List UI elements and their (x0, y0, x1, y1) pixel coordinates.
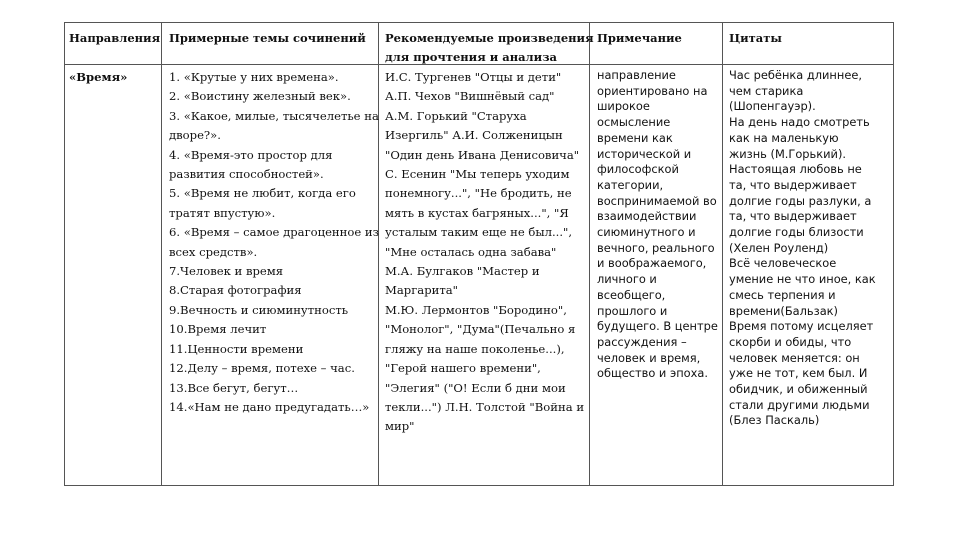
cell-line: взаимодействии (597, 209, 697, 224)
header-works-line: для прочтения и анализа (385, 50, 557, 64)
cell-line: мир" (385, 419, 415, 434)
cell-line: стали другими людьми (729, 397, 870, 412)
cell-line: всех средств». (169, 244, 258, 259)
cell-line: усталым таким еще не был...", (385, 225, 573, 240)
cell-line: мять в кустах багряных...", "Я (385, 205, 569, 220)
cell-line: 12.Делу – время, потехе – час. (169, 361, 355, 376)
cell-line: чем старика (729, 83, 804, 98)
cell-line: 9.Вечность и сиюминутность (169, 302, 349, 317)
cell-line: как на маленькую (729, 130, 839, 145)
header-directions: Направления (69, 31, 161, 45)
cell-line: рассуждения – (597, 334, 687, 349)
cell-line: времени как (597, 130, 673, 145)
cell-line: осмысление (597, 115, 671, 130)
cell-line: категории, (597, 177, 664, 192)
cell-line: сиюминутного и (597, 225, 696, 240)
header-works (385, 29, 594, 67)
cell-line: тратят впустую». (169, 205, 276, 220)
cell-line: 4. «Время-это простор для (169, 147, 333, 162)
cell-line: прошлого и (597, 303, 668, 318)
cell-line: исторической и (597, 146, 692, 161)
cell-line: "Элегия" ("О! Если б дни мои (385, 380, 566, 395)
cell-line: Изергиль" А.И. Солженицын (385, 128, 563, 143)
cell-line: развития способностей». (169, 167, 324, 182)
cell-line: 5. «Время не любит, когда его (169, 186, 356, 201)
cell-line: смесь терпения и (729, 287, 836, 302)
cell-line: (Шопенгауэр). (729, 99, 816, 114)
cell-line: "Герой нашего времени", (385, 361, 541, 376)
cell-line: 8.Старая фотография (169, 283, 302, 298)
cell-line: скорби и обиды, что (729, 334, 852, 349)
column-divider (722, 23, 723, 485)
cell-line: А.П. Чехов "Вишнёвый сад" (385, 89, 555, 104)
header-quotes: Цитаты (729, 31, 782, 45)
cell-line: текли...") Л.Н. Толстой "Война и (385, 399, 585, 414)
cell-line: и воображаемого, (597, 256, 707, 271)
cell-line: общество и эпоха. (597, 366, 708, 381)
cell-line: понемногу...", "Не бродить, не (385, 186, 572, 201)
cell-line: долгие годы близости (729, 225, 864, 240)
cell-line: обидчик, и обиженный (729, 382, 868, 397)
cell-line: жизнь (М.Горький). (729, 146, 847, 161)
cell-line: Настоящая любовь не (729, 162, 862, 177)
cell-line: дворе?». (169, 128, 221, 143)
cell-line: широкое (597, 99, 650, 114)
themes-cell (169, 68, 379, 417)
direction-cell: «Время» (69, 70, 128, 84)
cell-line: Всё человеческое (729, 256, 837, 271)
cell-line: На день надо смотреть (729, 115, 870, 130)
cell-line: И.С. Тургенев "Отцы и дети" (385, 70, 562, 84)
cell-line: Маргарита" (385, 283, 458, 298)
cell-line: М.Ю. Лермонтов "Бородино", (385, 302, 567, 317)
column-divider (589, 23, 590, 485)
cell-line: направление (597, 68, 676, 82)
cell-line: воспринимаемой во (597, 193, 717, 208)
cell-line: Время потому исцеляет (729, 319, 874, 334)
cell-line: 2. «Воистину железный век». (169, 89, 351, 104)
header-themes: Примерные темы сочинений (169, 31, 366, 45)
cell-line: всеобщего, (597, 287, 666, 302)
cell-line: 11.Ценности времени (169, 341, 304, 356)
cell-line: 6. «Время – самое драгоценное из (169, 225, 379, 240)
cell-line: человек меняется: он (729, 350, 860, 365)
header-note: Примечание (597, 31, 682, 45)
cell-line: 14.«Нам не дано предугадать…» (169, 399, 370, 414)
cell-line: ориентировано на (597, 83, 708, 98)
cell-line: 3. «Какое, милые, тысячелетье на (169, 108, 379, 123)
works-cell (385, 68, 584, 437)
cell-line: будущего. В центре (597, 319, 718, 334)
quotes-cell (729, 68, 876, 429)
cell-line: вечного, реального (597, 240, 715, 255)
header-works-line: Рекомендуемые произведения (385, 31, 594, 45)
cell-line: личного и (597, 272, 657, 287)
cell-line: 10.Время лечит (169, 322, 267, 337)
cell-line: 13.Все бегут, бегут… (169, 380, 299, 395)
cell-line: 1. «Крутые у них времена». (169, 70, 339, 84)
cell-line: (Хелен Роуленд) (729, 240, 829, 255)
cell-line: умение не что иное, как (729, 272, 876, 287)
cell-line: Час ребёнка длиннее, (729, 68, 862, 82)
cell-line: долгие годы разлуки, а (729, 193, 872, 208)
literature-table (64, 22, 894, 486)
cell-line: А.М. Горький "Старуха (385, 108, 527, 123)
cell-line: гляжу на наше поколенье...), (385, 341, 565, 356)
cell-line: "Монолог", "Дума"(Печально я (385, 322, 576, 337)
column-divider (161, 23, 162, 485)
cell-line: та, что выдерживает (729, 209, 857, 224)
note-cell (597, 68, 718, 382)
cell-line: уже не тот, кем был. И (729, 366, 868, 381)
cell-line: 7.Человек и время (169, 264, 284, 279)
cell-line: человек и время, (597, 350, 701, 365)
cell-line: та, что выдерживает (729, 177, 857, 192)
cell-line: времени(Бальзак) (729, 303, 838, 318)
cell-line: философской (597, 162, 679, 177)
cell-line: "Один день Ивана Денисовича" (385, 147, 580, 162)
cell-line: М.А. Булгаков "Мастер и (385, 264, 540, 279)
cell-line: "Мне осталась одна забава" (385, 244, 557, 259)
cell-line: (Блез Паскаль) (729, 413, 820, 428)
cell-line: С. Есенин "Мы теперь уходим (385, 167, 570, 182)
